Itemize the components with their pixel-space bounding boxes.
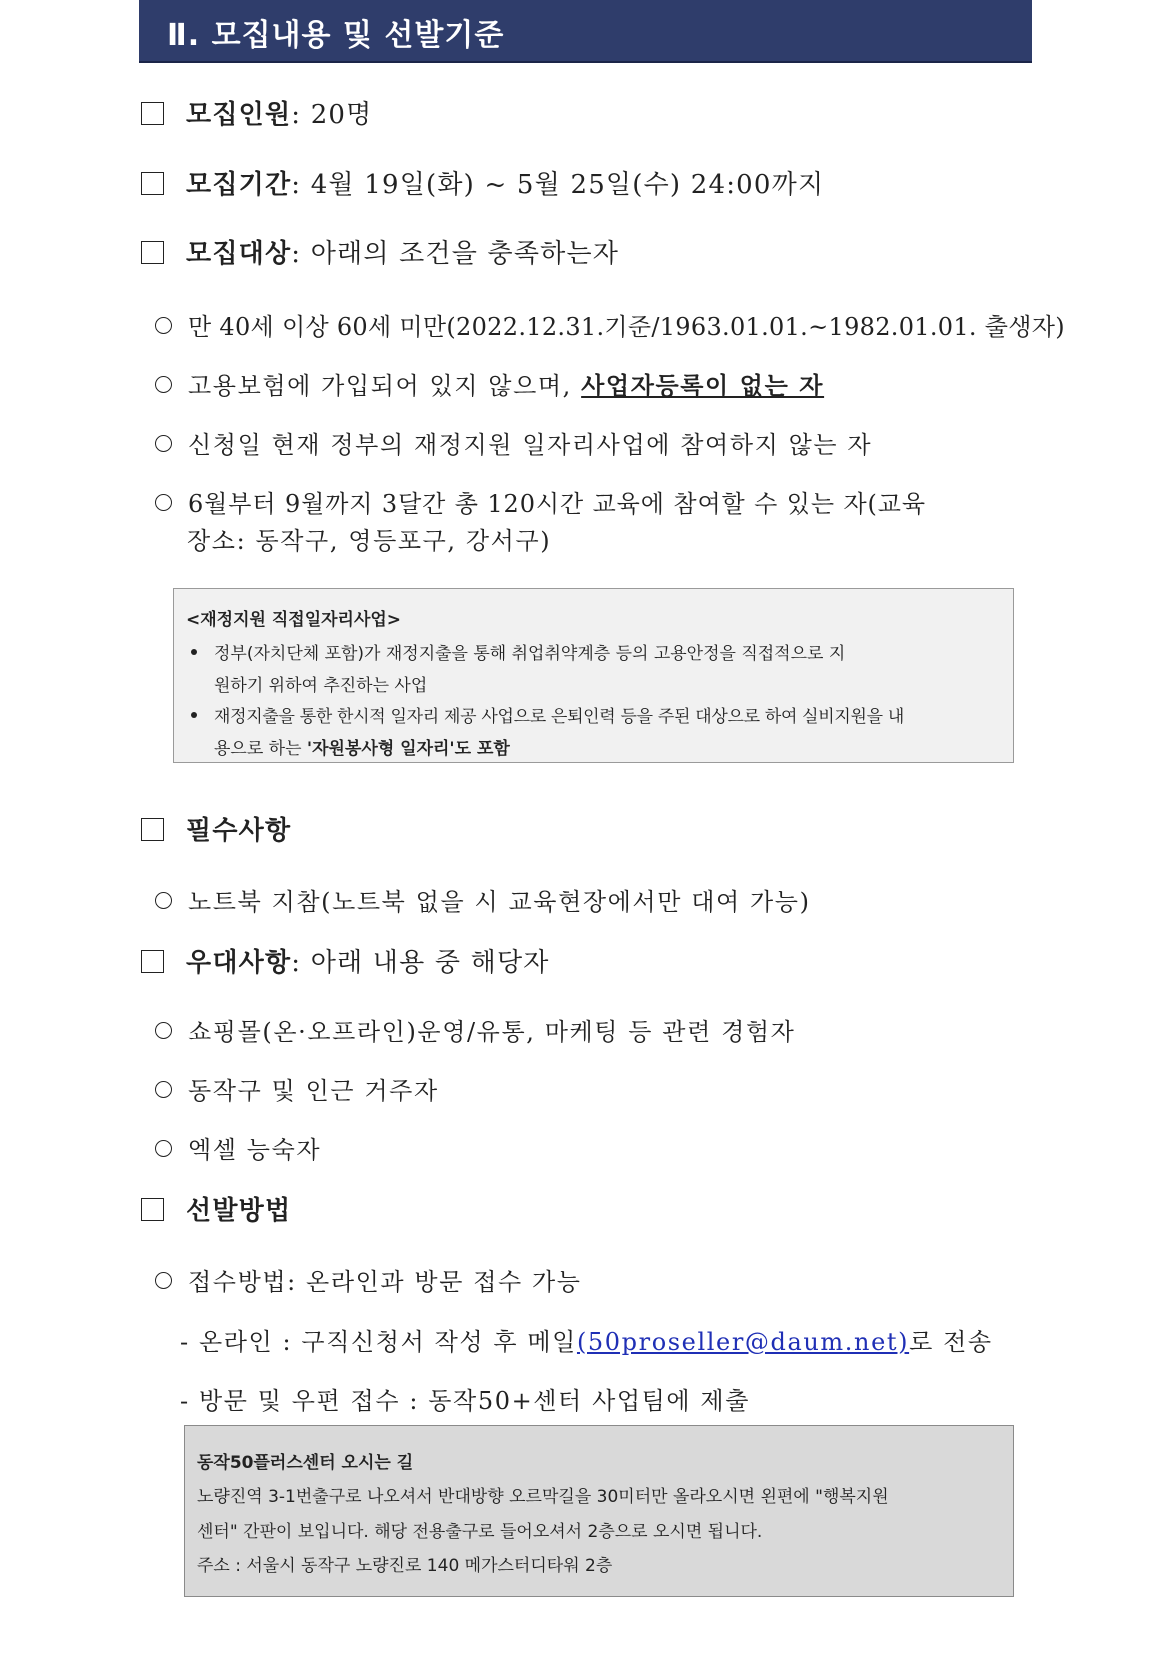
- directions-title: 동작50플러스센터 오시는 길: [197, 1453, 414, 1473]
- checkbox-square-icon: [141, 241, 164, 264]
- recruit-count-label: 모집인원: [186, 100, 292, 130]
- emphasis-text: 사업자등록이 없는 자: [581, 371, 825, 400]
- recruit-target-label: 모집대상: [186, 239, 292, 269]
- circle-bullet-icon: [155, 892, 172, 909]
- visit-apply-line: - 방문 및 우편 접수 : 동작50+센터 사업팀에 제출: [180, 1387, 751, 1415]
- bullet-dot-icon: [191, 649, 197, 655]
- note-emphasis: '자원봉사형 일자리'도 포함: [306, 739, 510, 759]
- note-line: 재정지출을 통한 한시적 일자리 제공 사업으로 은퇴인력 등을 주된 대상으로 하여 실비지원을 내: [214, 707, 905, 727]
- note-line: 정부(자치단체 포함)가 재정지출을 통해 취업취약계층 등의 고용안정을 직접적으로 지: [214, 644, 846, 664]
- list-item-continuation: 장소: 동작구, 영등포구, 강서구): [187, 527, 552, 555]
- list-item: 노트북 지참(노트북 없을 시 교육현장에서만 대여 가능): [155, 882, 811, 917]
- preference-heading: [141, 942, 550, 979]
- checkbox-square-icon: [141, 1198, 164, 1221]
- recruit-target-value: : 아래의 조건을 충족하는자: [291, 239, 620, 269]
- list-item: 동작구 및 인근 거주자: [155, 1071, 439, 1106]
- checkbox-square-icon: [141, 172, 164, 195]
- circle-bullet-icon: [155, 317, 172, 334]
- list-item: 접수방법: 온라인과 방문 접수 가능: [155, 1262, 582, 1297]
- directions-box: [184, 1425, 1014, 1597]
- directions-address: 주소 : 서울시 동작구 노량진로 140 메가스터디타워 2층: [197, 1556, 613, 1576]
- circle-bullet-icon: [155, 1272, 172, 1289]
- checkbox-square-icon: [141, 950, 164, 973]
- recruit-period-label: 모집기간: [186, 170, 292, 200]
- recruit-period-heading: [141, 164, 824, 201]
- directions-line: 센터" 간판이 보입니다. 해당 전용출구로 들어오셔서 2층으로 오시면 됩니다.: [197, 1522, 763, 1542]
- note-line: 원하기 위하여 추진하는 사업: [214, 676, 428, 696]
- note-title: <재정지원 직접일자리사업>: [186, 610, 402, 630]
- checkbox-square-icon: [141, 102, 164, 125]
- list-item: 쇼핑몰(온·오프라인)운영/유통, 마케팅 등 관련 경험자: [155, 1012, 795, 1047]
- circle-bullet-icon: [155, 494, 172, 511]
- online-apply-line: - 온라인 : 구직신청서 작성 후 메일(50proseller@daum.net)로 전송: [180, 1328, 993, 1356]
- checkbox-square-icon: [141, 818, 164, 841]
- selection-heading: [141, 1190, 291, 1227]
- section-header-banner: [139, 0, 1032, 63]
- directions-line: 노량진역 3-1번출구로 나오셔서 반대방향 오르막길을 30미터만 올라오시면 왼편에 "행복지원: [197, 1487, 889, 1507]
- circle-bullet-icon: [155, 1140, 172, 1157]
- email-link[interactable]: (50proseller@daum.net): [576, 1328, 910, 1356]
- list-item: 만 40세 이상 60세 미만(2022.12.31.기준/1963.01.01.~1982.01.01. 출생자): [155, 307, 1065, 342]
- preference-label: 우대사항: [186, 948, 292, 978]
- list-item: 엑셀 능숙자: [155, 1130, 321, 1165]
- info-note-box: [173, 588, 1014, 763]
- note-line: 용으로 하는 '자원봉사형 일자리'도 포함: [214, 739, 510, 759]
- circle-bullet-icon: [155, 435, 172, 452]
- circle-bullet-icon: [155, 376, 172, 393]
- recruit-period-value: : 4월 19일(화) ~ 5월 25일(수) 24:00까지: [291, 170, 825, 200]
- recruit-target-heading: [141, 233, 619, 270]
- selection-label: 선발방법: [186, 1196, 292, 1226]
- list-item: 고용보험에 가입되어 있지 않으며, 사업자등록이 없는 자: [155, 366, 824, 401]
- recruit-count-value: : 20명: [291, 100, 373, 130]
- circle-bullet-icon: [155, 1081, 172, 1098]
- circle-bullet-icon: [155, 1022, 172, 1039]
- list-item: 6월부터 9월까지 3달간 총 120시간 교육에 참여할 수 있는 자(교육: [155, 484, 926, 519]
- section-title: Ⅱ. 모집내용 및 선발기준: [167, 18, 505, 53]
- bullet-dot-icon: [191, 712, 197, 718]
- required-label: 필수사항: [186, 816, 292, 846]
- list-item: 신청일 현재 정부의 재정지원 일자리사업에 참여하지 않는 자: [155, 425, 872, 460]
- required-heading: [141, 810, 291, 847]
- recruit-count-heading: [141, 94, 373, 131]
- preference-value: : 아래 내용 중 해당자: [291, 948, 550, 978]
